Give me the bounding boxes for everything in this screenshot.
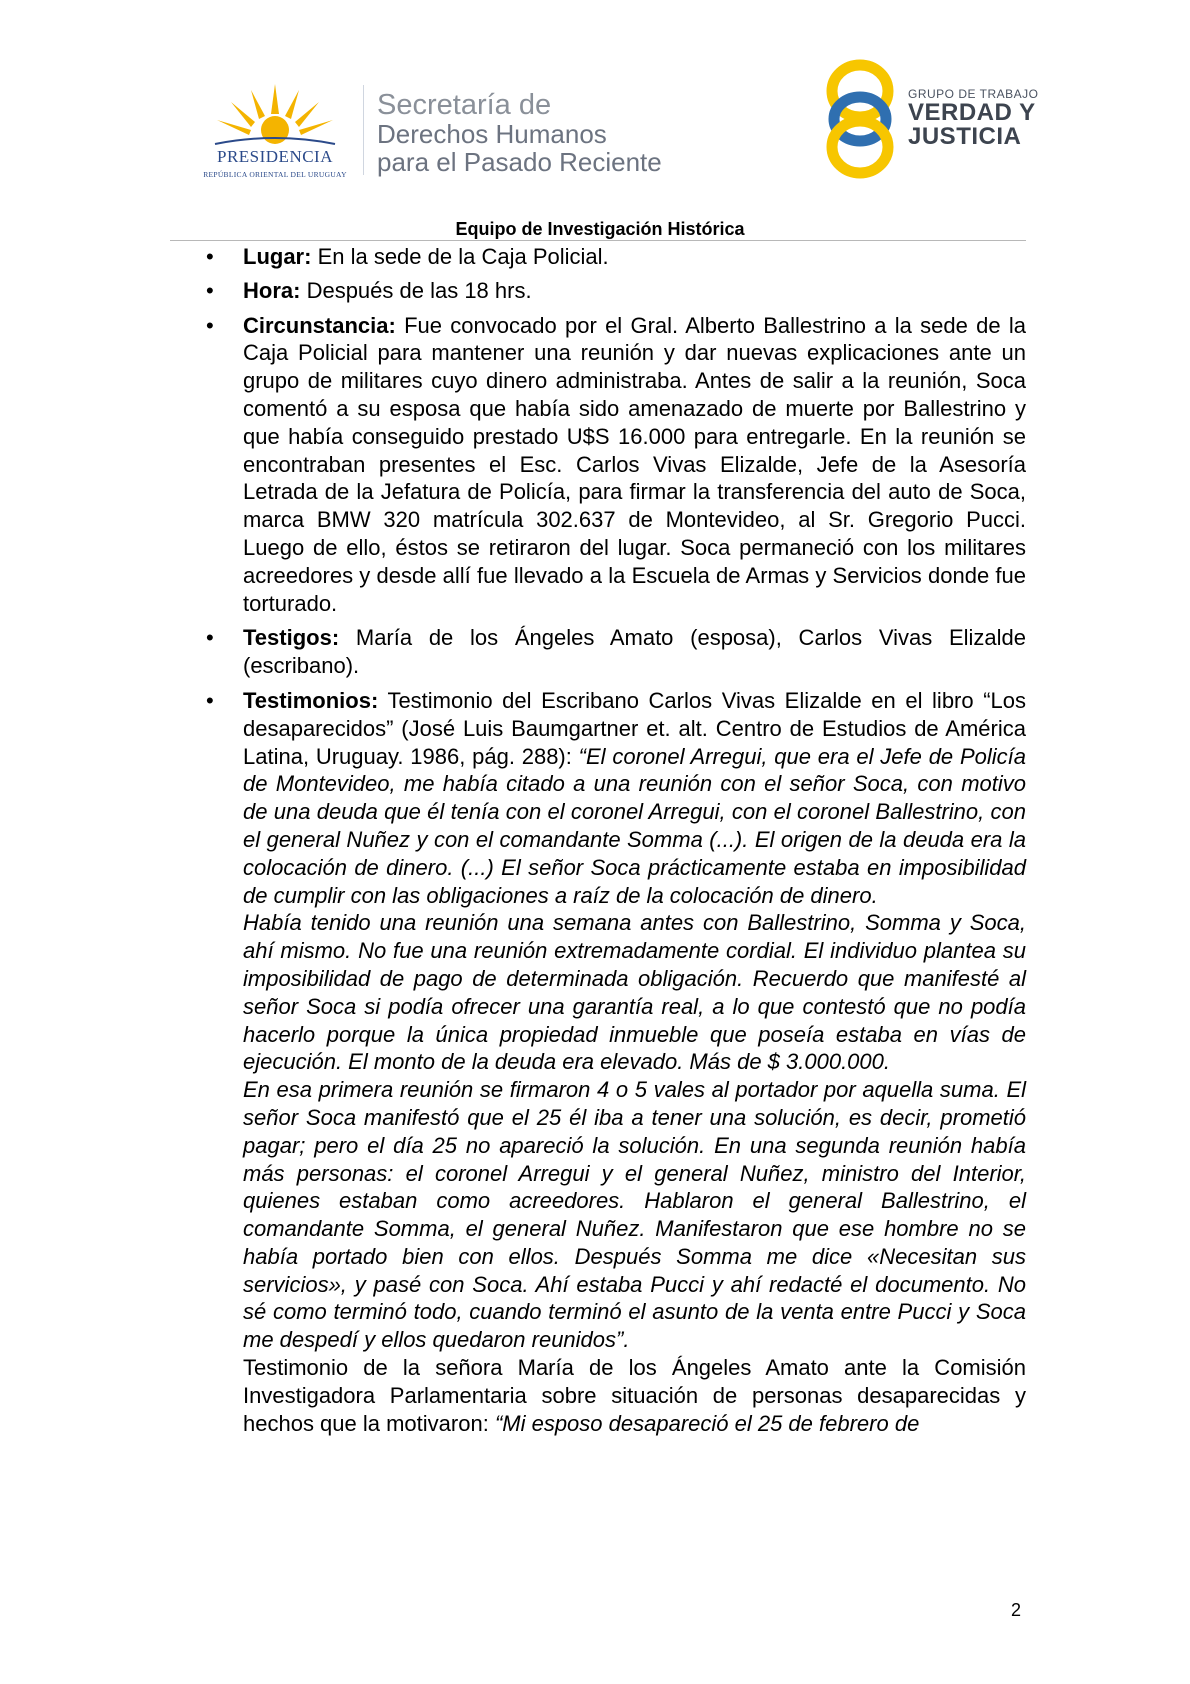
logo-separator	[363, 85, 364, 175]
bullet-icon: •	[206, 244, 214, 269]
sun-emblem-icon	[195, 82, 355, 152]
bullet-icon: •	[206, 687, 214, 713]
bullet-icon: •	[206, 312, 214, 338]
gtvj-line-3: JUSTICIA	[908, 123, 1022, 150]
verdad-justicia-text	[908, 87, 1038, 149]
gtvj-line-2: VERDAD Y	[908, 99, 1036, 126]
secretaria-line-2: Derechos Humanos	[377, 119, 607, 149]
bullet-icon: •	[206, 625, 214, 651]
page-header	[0, 0, 1190, 210]
testimonio-quote-2: Había tenido una reunión una semana antes con Ballestrino, Somma y Soca, ahí mismo. No fue una reunión extremadamente cordial. El individuo plantea su imposibilidad de pago de determinada obligación. Recuerdo que manifesté al señor Soca si podía ofrecer una garantía real, a lo que contestó que no podía hacerlo porque la única propiedad inmueble que poseía estaba en vías de ejecución. El monto de la deuda era elevado. Más de $ 3.000.000.	[243, 910, 1026, 1075]
item-label: Testimonios:	[243, 687, 379, 713]
testimonio-intro: Testimonio del Escribano Carlos Vivas Elizalde en el libro “Los desaparecidos” (José Luis Baumgartner et. alt. Centro de Estudios de América Latina, Uruguay. 1986, pág. 288):	[243, 687, 1026, 769]
presidencia-name: PRESIDENCIA	[216, 147, 333, 166]
gtvj-line-1: GRUPO DE TRABAJO	[908, 87, 1039, 101]
interlocked-rings-icon	[820, 55, 900, 181]
presidencia-logo	[195, 82, 355, 182]
testimonio-2-intro: Testimonio de la señora María de los Ángeles Amato ante la Comisión Investigadora Parlamentaria sobre situación de personas desaparecidas y hechos que la motivaron:	[243, 1355, 1026, 1436]
secretaria-line-1: Secretaría de	[377, 89, 552, 121]
item-label: Lugar:	[243, 244, 312, 269]
testimonio-2-quote: “Mi esposo desapareció el 25 de febrero de	[494, 1410, 920, 1436]
item-label: Hora:	[243, 277, 301, 303]
list-item-lugar	[198, 243, 1026, 271]
item-label: Testigos:	[243, 625, 340, 651]
secretaria-line-3: para el Pasado Reciente	[377, 147, 662, 177]
item-text: Después de las 18 hrs.	[300, 277, 532, 303]
list-item-circunstancia	[198, 312, 1026, 618]
item-text: Fue convocado por el Gral. Alberto Ballestrino a la sede de la Caja Policial para mantener una reunión y dar nuevas explicaciones ante un grupo de militares cuyo dinero administraba. Antes de salir a la reunión, Soca comentó a su esposa que había sido amenazado de muerte por Ballestrino y que había conseguido prestado U$S 16.000 para entregarle. En la reunión se encontraban presentes el Esc. Carlos Vivas Elizalde, Jefe de la Asesoría Letrada de la Jefatura de Policía, para firmar la transferencia del auto de Soca, marca BMW 320 matrícula 302.637 de Montevideo, al Sr. Gregorio Pucci. Luego de ello, éstos se retiraron del lugar. Soca permaneció con los militares acreedores y desde allí fue llevado a la Escuela de Armas y Servicios donde fue torturado.	[243, 312, 1026, 616]
list-item-testigos	[198, 624, 1026, 680]
verdad-justicia-logo	[820, 55, 1050, 185]
list-item-testimonios	[198, 687, 1026, 1438]
item-text: María de los Ángeles Amato (esposa), Carlos Vivas Elizalde (escribano).	[243, 625, 1026, 679]
bullet-icon: •	[206, 277, 214, 303]
page-number: 2	[1011, 1600, 1022, 1620]
fact-list	[198, 243, 1026, 1437]
testimonio-quote-3: En esa primera reunión se firmaron 4 o 5 vales al portador por aquella suma. El señor Soca manifestó que el 25 él iba a tener una solución, es decir, prometió pagar; pero el día 25 no apareció la solución. En una segunda reunión había más personas: el coronel Arregui y el general Nuñez, ministro del Interior, quienes estaban como acreedores. Hablaron el general Ballestrino, el comandante Somma, el general Nuñez. Manifestaron que ese hombre no se había portado bien con ellos. Después Somma me dice «Necesitan sus servicios», y pasé con Soca. Ahí estaba Pucci y ahí redacté el documento. No sé como terminó todo, cuando terminó el asunto de la venta entre Pucci y Soca me despedí y ellos quedaron reunidos”.	[243, 1077, 1026, 1353]
document-body	[198, 243, 1026, 1444]
list-item-hora	[198, 277, 1026, 305]
presidencia-subtitle: REPÚBLICA ORIENTAL DEL URUGUAY	[203, 170, 347, 179]
secretaria-logo-text	[377, 90, 662, 176]
testimonio-quote-1: “El coronel Arregui, que era el Jefe de Policía de Montevideo, me había citado a una reunión con el señor Soca, con motivo de una deuda que él tenía con el coronel Arregui, con el coronel Ballestrino, con el general Nuñez y con el comandante Somma (...). El origen de la deuda era la colocación de dinero. (...) El señor Soca prácticamente estaba en imposibilidad de cumplir con las obligaciones a raíz de la colocación de dinero.	[243, 743, 1026, 908]
team-title: Equipo de Investigación Histórica	[455, 219, 745, 239]
testimonio-paragraph-2	[243, 1354, 1026, 1437]
item-text: En la sede de la Caja Policial.	[311, 244, 609, 269]
testimonio-paragraph-1	[243, 687, 1026, 909]
item-label: Circunstancia:	[243, 312, 396, 338]
header-rule	[170, 240, 1026, 241]
